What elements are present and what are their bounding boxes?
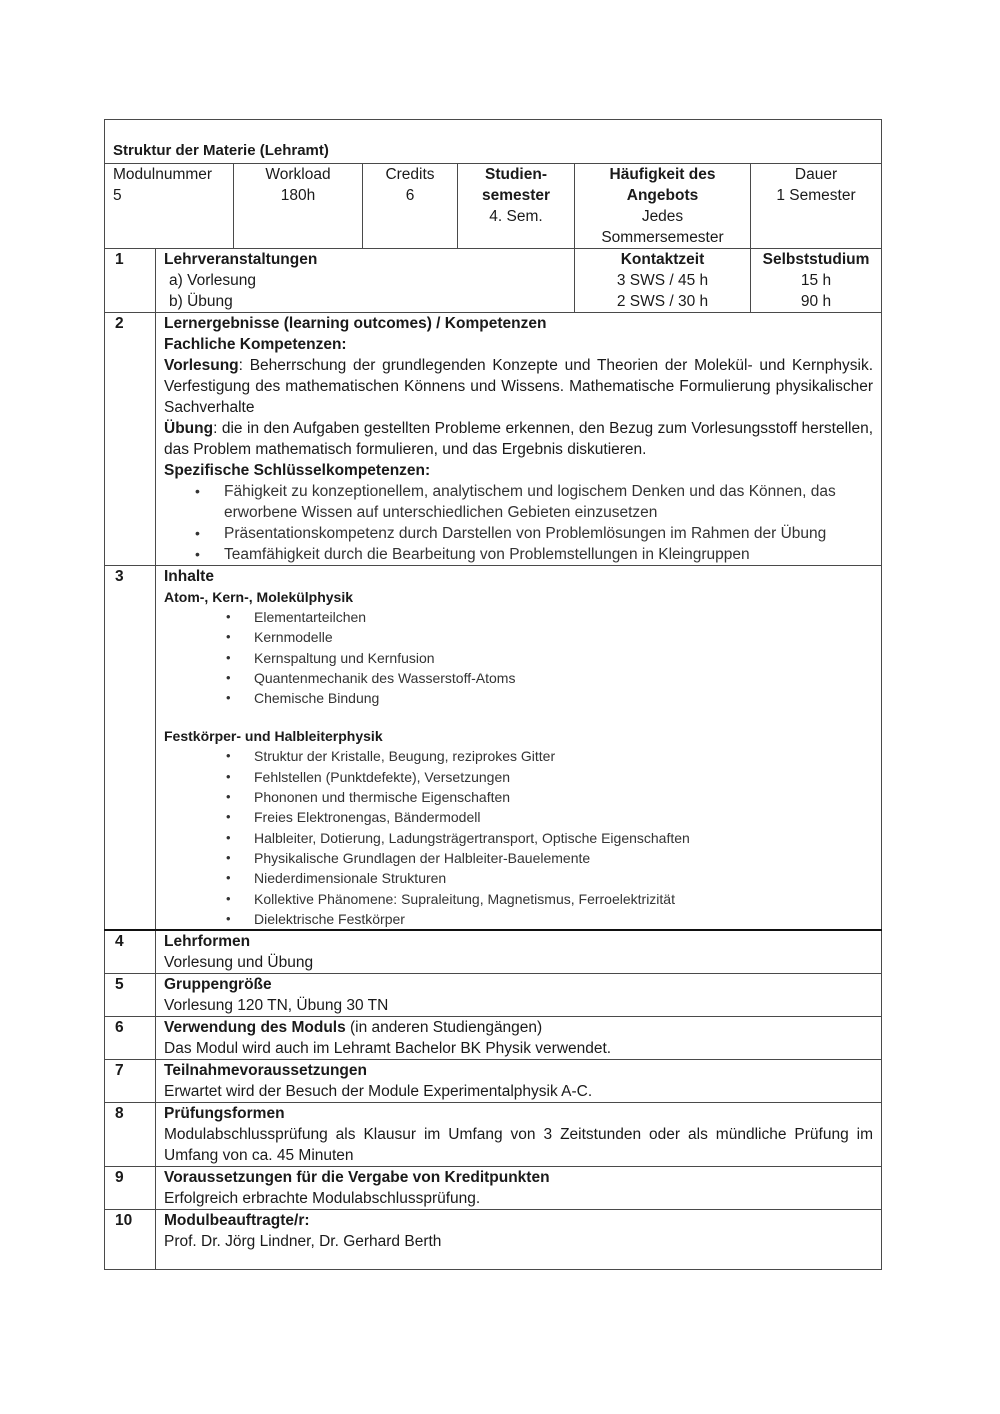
verwendung-text: Das Modul wird auch im Lehramt Bachelor BK Physik verwendet. — [164, 1040, 612, 1058]
lehrveranstaltungen-cell — [156, 249, 575, 313]
vorlesung-text: : Beherrschung der grundlegenden Konzepte und Theorien der Molekül- und Kernphysik. Verfestigung des mathematischen Könnens und Wissens. Mathematische Formulierung physikalischer Sachverhalte — [164, 357, 874, 416]
pruefungsformen-cell — [156, 1103, 882, 1167]
schluesselkompetenzen-heading: Spezifische Schlüsselkompetenzen: — [164, 462, 431, 479]
section-9-number: 9 — [105, 1167, 156, 1210]
gruppengroesse-cell — [156, 974, 882, 1017]
list-item: • Halbleiter, Dotierung, Ladungsträgertransport, Optische Eigenschaften — [164, 828, 873, 848]
verwendung-heading: Verwendung des Moduls — [164, 1019, 346, 1037]
section-1-row — [105, 249, 882, 313]
header-row — [105, 164, 882, 249]
section-5-row — [105, 974, 882, 1017]
section-7-number: 7 — [105, 1060, 156, 1103]
section-5-number: 5 — [105, 974, 156, 1017]
modulbeauftragte-cell — [156, 1210, 882, 1270]
list-item: • Struktur der Kristalle, Beugung, reziprokes Gitter — [164, 746, 873, 766]
list-item: • Chemische Bindung — [164, 688, 873, 708]
teilnahme-text: Erwartet wird der Besuch der Module Experimentalphysik A-C. — [164, 1083, 593, 1101]
section-9-row — [105, 1167, 882, 1210]
modulbeauftragte-text: Prof. Dr. Jörg Lindner, Dr. Gerhard Berth — [164, 1233, 442, 1251]
verwendung-cell — [156, 1017, 882, 1060]
list-item: • Quantenmechanik des Wasserstoff-Atoms — [164, 668, 873, 688]
selbststudium-cell — [751, 249, 882, 313]
haeufigkeit-value-2: Sommersemester — [601, 229, 724, 246]
selbststudium-b: 90 h — [800, 293, 832, 310]
list-item: • Physikalische Grundlagen der Halbleiter-Bauelemente — [164, 848, 873, 868]
lehrveranstaltungen-heading: Lehrveranstaltungen — [164, 251, 318, 268]
section-3-number: 3 — [105, 566, 156, 931]
credits-value: 6 — [405, 187, 415, 204]
list-item: • Kernspaltung und Kernfusion — [164, 648, 873, 668]
title-row — [105, 120, 882, 164]
inhalte-cell — [156, 566, 882, 931]
list-item: • Fähigkeit zu konzeptionellem, analytischem und logischem Denken und das Können, das erworbene Wissen auf unterschiedlichen Gebieten einzusetzen — [164, 481, 873, 523]
section-10-row — [105, 1210, 882, 1270]
dauer-label: Dauer — [794, 166, 838, 183]
selbststudium-label: Selbststudium — [762, 251, 870, 268]
list-item: • Kernmodelle — [164, 627, 873, 647]
list-item: • Teamfähigkeit durch die Bearbeitung von Problemstellungen in Kleingruppen — [164, 544, 873, 565]
modulbeauftragte-heading: Modulbeauftragte/r: — [164, 1212, 310, 1230]
kreditpunkte-text: Erfolgreich erbrachte Modulabschlussprüfung. — [164, 1190, 481, 1208]
section-2-row — [105, 313, 882, 566]
list-item: • Dielektrische Festkörper — [164, 909, 873, 929]
lehrformen-cell — [156, 930, 882, 974]
studiensemester-label-2: semester — [481, 187, 551, 204]
list-item: • Freies Elektronengas, Bändermodell — [164, 807, 873, 827]
spacer — [164, 708, 873, 726]
gruppengroesse-text: Vorlesung 120 TN, Übung 30 TN — [164, 997, 389, 1015]
kontaktzeit-a: 3 SWS / 45 h — [616, 272, 709, 289]
fachliche-kompetenzen-heading: Fachliche Kompetenzen: — [164, 336, 347, 353]
section-8-row — [105, 1103, 882, 1167]
list-item: • Phononen und thermische Eigenschaften — [164, 787, 873, 807]
kontaktzeit-label: Kontaktzeit — [620, 251, 705, 268]
studiensemester-label-1: Studien- — [485, 166, 547, 183]
uebung-paragraph — [164, 418, 873, 460]
vorlesung-paragraph — [164, 355, 873, 418]
lehrformen-heading: Lehrformen — [164, 933, 251, 951]
atom-kern-molekuel-list — [164, 607, 873, 708]
uebung-text: : die in den Aufgaben gestellten Probleme erkennen, den Bezug zum Vorlesungsstoff herstellen, das Problem mathematisch formulieren, und das Ergebnis diskutieren. — [164, 420, 874, 458]
section-10-number: 10 — [105, 1210, 156, 1270]
workload-label: Workload — [265, 166, 331, 183]
dauer-cell — [751, 164, 882, 249]
kontaktzeit-cell — [575, 249, 751, 313]
inhalte-heading: Inhalte — [164, 568, 214, 585]
module-description-page — [104, 119, 881, 1270]
lehrveranstaltung-a: a) Vorlesung — [169, 272, 257, 289]
dauer-value: 1 Semester — [776, 187, 856, 204]
studiensemester-value: 4. Sem. — [489, 208, 543, 225]
section-2-number: 2 — [105, 313, 156, 566]
list-item: • Fehlstellen (Punktdefekte), Versetzungen — [164, 767, 873, 787]
uebung-label: Übung — [164, 420, 214, 437]
workload-cell — [234, 164, 363, 249]
kreditpunkte-heading: Voraussetzungen für die Vergabe von Kreditpunkten — [164, 1169, 550, 1187]
list-item: • Kollektive Phänomene: Supraleitung, Magnetismus, Ferroelektrizität — [164, 889, 873, 909]
list-item: • Präsentationskompetenz durch Darstellen von Problemlösungen im Rahmen der Übung — [164, 523, 873, 544]
haeufigkeit-label-2: Angebots — [626, 187, 699, 204]
festkoerper-heading: Festkörper- und Halbleiterphysik — [164, 728, 383, 745]
section-3-row — [105, 566, 882, 931]
section-6-number: 6 — [105, 1017, 156, 1060]
haeufigkeit-value-1: Jedes — [641, 208, 684, 225]
atom-kern-molekuel-heading: Atom-, Kern-, Molekülphysik — [164, 589, 354, 605]
module-table — [104, 119, 882, 1270]
section-4-number: 4 — [105, 930, 156, 974]
vorlesung-label: Vorlesung — [164, 357, 239, 374]
workload-value: 180h — [280, 187, 316, 204]
kreditpunkte-cell — [156, 1167, 882, 1210]
haeufigkeit-cell — [575, 164, 751, 249]
festkoerper-list — [164, 746, 873, 929]
section-1-number: 1 — [105, 249, 156, 313]
haeufigkeit-label-1: Häufigkeit des — [609, 166, 716, 183]
gruppengroesse-heading: Gruppengröße — [164, 976, 272, 994]
kompetenzen-cell — [156, 313, 882, 566]
lehrveranstaltung-b: b) Übung — [169, 293, 233, 310]
modulnummer-label: Modulnummer — [113, 166, 213, 183]
teilnahme-heading: Teilnahmevoraussetzungen — [164, 1062, 367, 1080]
credits-cell — [363, 164, 458, 249]
verwendung-heading-suffix: (in anderen Studiengängen) — [345, 1019, 543, 1037]
list-item: • Elementarteilchen — [164, 607, 873, 627]
module-title: Struktur der Materie (Lehramt) — [105, 120, 882, 164]
kompetenzen-heading: Lernergebnisse (learning outcomes) / Kompetenzen — [164, 315, 547, 332]
credits-label: Credits — [385, 166, 435, 183]
section-4-row — [105, 930, 882, 974]
modulnummer-cell — [105, 164, 234, 249]
teilnahme-cell — [156, 1060, 882, 1103]
section-6-row — [105, 1017, 882, 1060]
kontaktzeit-b: 2 SWS / 30 h — [616, 293, 709, 310]
pruefungsformen-heading: Prüfungsformen — [164, 1105, 285, 1123]
modulnummer-value: 5 — [113, 187, 122, 204]
verwendung-heading-line — [164, 1017, 873, 1038]
selbststudium-a: 15 h — [800, 272, 832, 289]
section-7-row — [105, 1060, 882, 1103]
lehrformen-text: Vorlesung und Übung — [164, 954, 314, 972]
pruefungsformen-text: Modulabschlussprüfung als Klausur im Umfang von 3 Zeitstunden oder als mündliche Prüfung im Umfang von ca. 45 Minuten — [164, 1126, 874, 1165]
section-8-number: 8 — [105, 1103, 156, 1167]
list-item: • Niederdimensionale Strukturen — [164, 868, 873, 888]
schluesselkompetenzen-list — [164, 481, 873, 565]
studiensemester-cell — [458, 164, 575, 249]
